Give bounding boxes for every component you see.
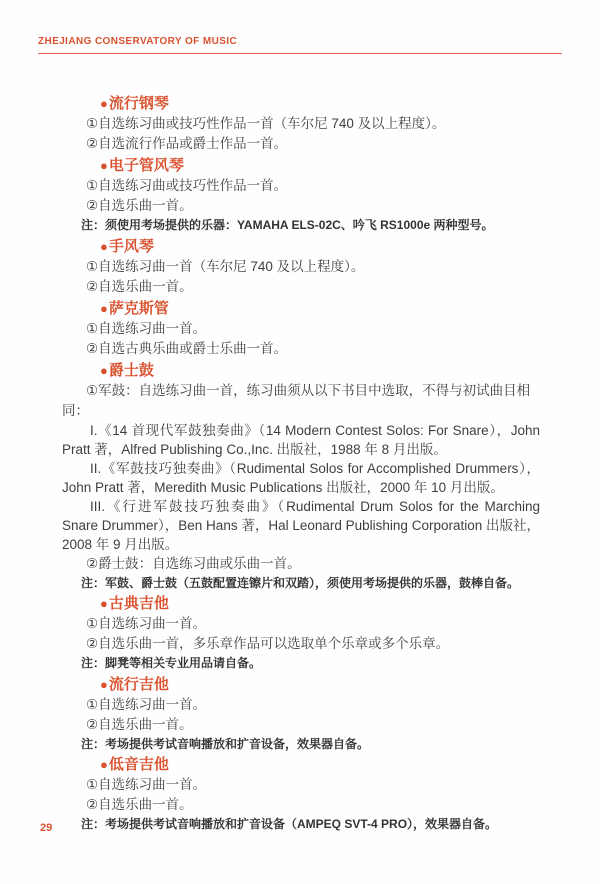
bullet-icon: ● — [100, 158, 108, 173]
bullet-icon: ● — [100, 238, 108, 254]
section-title — [62, 237, 540, 257]
bullet-icon: ● — [100, 362, 108, 378]
page-header — [0, 0, 600, 54]
page-number: 29 — [40, 822, 53, 834]
section-title-text: 萨克斯管 — [108, 299, 169, 317]
section-pop-guitar — [62, 675, 540, 754]
section-classical-guitar — [62, 594, 540, 673]
book-reference: II.《军鼓技巧独奏曲》（Rudimental Solos for Accomplished Drummers），John Pratt 著，Meredith Music Publications 出版社，2000 年 10 月出版。 — [62, 460, 540, 495]
book-reference: I.《14 首现代军鼓独奏曲》（14 Modern Contest Solos: For Snare），John Pratt 著，Alfred Publishing Co.,Inc. 出版社，1988 年 8 月出版。 — [62, 422, 540, 457]
section-title-text: 流行钢琴 — [108, 95, 169, 112]
requirement-item: ②自选古典乐曲或爵士乐曲一首。 — [86, 340, 288, 356]
requirement-item: ①自选练习曲一首。 — [86, 320, 207, 336]
section-accordion — [62, 237, 540, 297]
section-title — [62, 361, 540, 381]
bullet-icon: ● — [100, 300, 108, 316]
requirement-item: ①自选练习曲或技巧性作品一首。 — [86, 178, 288, 193]
requirement-item: ②自选乐曲一首。 — [86, 278, 193, 294]
requirement-item: ①自选练习曲一首。 — [86, 616, 207, 631]
section-title — [62, 94, 540, 114]
requirement-item: ①自选练习曲一首（车尔尼 740 及以上程度）。 — [86, 258, 365, 274]
note-line: 注：考场提供考试音响播放和扩音设备（AMPEQ SVT-4 PRO），效果器自备。 — [81, 817, 498, 831]
section-title-text: 手风琴 — [108, 237, 154, 255]
requirement-item: ①军鼓：自选练习曲一首，练习曲须从以下书目中选取，不得与初试曲目相同： — [62, 382, 531, 418]
bullet-icon: ● — [100, 596, 108, 611]
section-saxophone — [62, 299, 540, 359]
requirement-item: ①自选练习曲一首。 — [86, 777, 207, 792]
section-title-text: 爵士鼓 — [108, 361, 154, 379]
section-title — [62, 299, 540, 319]
requirement-item: ②自选乐曲一首。 — [86, 797, 193, 812]
requirement-item: ①自选练习曲或技巧性作品一首（车尔尼 740 及以上程度）。 — [86, 116, 446, 131]
book-reference: III.《行进军鼓技巧独奏曲》（Rudimental Drum Solos for the Marching Snare Drummer），Ben Hans 著，Hal Leonard Publishing Corporation 出版社，2008 年 9 月出版。 — [62, 498, 540, 552]
note-line: 注：考场提供考试音响播放和扩音设备，效果器自备。 — [81, 736, 370, 751]
requirement-item: ②自选乐曲一首。 — [86, 198, 193, 213]
section-title-text: 古典吉他 — [108, 595, 169, 612]
section-title-text: 低音吉他 — [108, 756, 169, 773]
section-title-text: 电子管风琴 — [108, 157, 184, 174]
section-bass-guitar — [62, 755, 540, 834]
section-jazz-drums — [62, 361, 540, 593]
section-title — [62, 675, 540, 695]
note-line: 注：须使用考场提供的乐器：YAMAHA ELS-02C、吟飞 RS1000e 两种型号。 — [81, 218, 494, 232]
requirement-item: ②爵士鼓：自选练习曲或乐曲一首。 — [86, 555, 301, 571]
page-content — [0, 54, 600, 834]
requirement-item: ②自选乐曲一首。 — [86, 716, 193, 732]
bullet-icon: ● — [100, 676, 108, 692]
section-title — [62, 594, 540, 614]
requirement-item: ①自选练习曲一首。 — [86, 696, 207, 712]
section-title — [62, 156, 540, 176]
header-title: ZHEJIANG CONSERVATORY OF MUSIC — [38, 36, 238, 47]
section-title-text: 流行吉他 — [108, 675, 169, 693]
requirement-item: ②自选乐曲一首，多乐章作品可以选取单个乐章或多个乐章。 — [86, 636, 450, 651]
bullet-icon: ● — [100, 96, 108, 111]
bullet-icon: ● — [100, 757, 108, 772]
note-line: 注：脚凳等相关专业用品请自备。 — [81, 656, 262, 670]
note-line: 注：军鼓、爵士鼓（五鼓配置连镲片和双踏），须使用考场提供的乐器，鼓棒自备。 — [81, 575, 520, 590]
requirement-item: ②自选流行作品或爵士作品一首。 — [86, 136, 288, 151]
section-title — [62, 755, 540, 775]
section-electronic-organ — [62, 156, 540, 235]
section-pop-piano — [62, 94, 540, 154]
